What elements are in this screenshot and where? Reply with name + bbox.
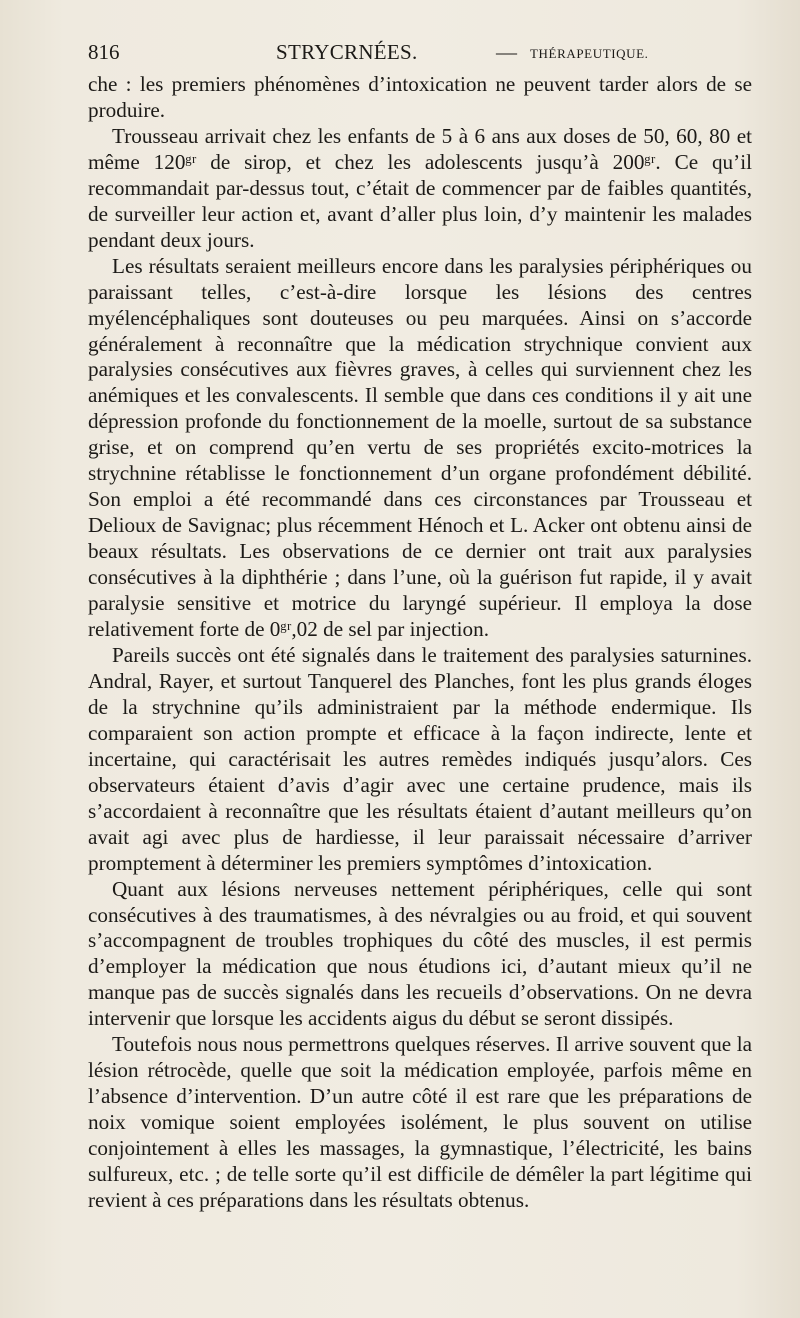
- paragraph-nerve-lesions: Quant aux lésions nerveuses nettement périphériques, celle qui sont consécutives à des traumatismes, à des névralgies ou au froid, et qui souvent s’accompagnent de troubles trophiques du côté des muscles, il est permis d’employer la médication que nous étudions ici, d’autant mieux qu’il ne manque pas de succès signalés dans les recueils d’observations. On ne devra intervenir que lorsque les accidents aigus du début se seront dissipés.: [88, 876, 752, 1031]
- paragraph-continuation: che : les premiers phénomènes d’intoxication ne peuvent tarder alors de se produire.: [88, 72, 752, 122]
- paragraph-reservations: Toutefois nous nous permettrons quelques réserves. Il arrive souvent que la lésion rétrocède, quelle que soit la médication employée, parfois même en l’absence d’intervention. D’un autre côté il est rare que les préparations de noix vomique soient employées isolément, le plus souvent on utilise conjointement à elles les massages, la gymnastique, l’électricité, les bains sulfureux, etc. ; de telle sorte qu’il est difficile de démêler la part légitime qui revient à ces préparations dans les résultats obtenus.: [88, 1032, 752, 1212]
- body-text: [88, 72, 752, 1214]
- paragraph-trousseau-doses: Trousseau arrivait chez les enfants de 5 à 6 ans aux doses de 50, 60, 80 et même 120ᵍʳ de sirop, et chez les adolescents jusqu’à 200ᵍʳ. Ce qu’il recommandait par-dessus tout, c’était de commencer par de faibles quantités, de surveiller leur action et, avant d’aller plus loin, d’y maintenir les malades pendant deux jours.: [88, 123, 752, 252]
- section-subtitle: THÉRAPEUTIQUE.: [530, 46, 649, 61]
- chapter-title: STRYCRNÉES.: [276, 40, 418, 64]
- title-separator: —: [496, 40, 517, 64]
- page-number: 816: [88, 40, 120, 64]
- paragraph-peripheral-paralysis: Les résultats seraient meilleurs encore dans les paralysies périphériques ou paraissant telles, c’est-à-dire lorsque les lésions des centres myélencéphaliques sont douteuses ou peu marquées. Ainsi on s’accorde généralement à reconnaître que la médication strychnique convient aux paralysies consécutives aux fièvres graves, à celles qui surviennent chez les anémiques et les convalescents. Il semble que dans ces conditions il y ait une dépression profonde du fonctionnement de la moelle, surtout de sa substance grise, et on comprend qu’en vertu de ses propriétés excito-motrices la strychnine rétablisse le fonctionnement d’un organe profondément débilité. Son emploi a été recommandé dans ces circonstances par Trousseau et Delioux de Savignac; plus récemment Hénoch et L. Acker ont obtenu ainsi de beaux résultats. Les observations de ce dernier ont trait aux paralysies consécutives à la diphthérie ; dans l’une, où la guérison fut rapide, il y avait paralysie sensitive et motrice du laryngé supérieur. Il employa la dose relativement forte de 0ᵍʳ,02 de sel par injection.: [88, 253, 752, 642]
- paragraph-saturnine-paralysis: Pareils succès ont été signalés dans le traitement des paralysies saturnines. Andral, Rayer, et surtout Tanquerel des Planches, font les plus grands éloges de la strychnine qu’ils administraient par la méthode endermique. Ils comparaient son action prompte et efficace à la façon indirecte, lente et incertaine, qui caractérisait les autres remèdes indiqués jusqu’alors. Ces observateurs étaient d’avis d’agir avec une certaine prudence, mais ils s’accordaient à reconnaître que les résultats étaient d’autant meilleurs qu’on avait agi avec plus de hardiesse, il leur paraissait nécessaire d’arriver promptement à déterminer les premiers symptômes d’intoxication.: [88, 642, 752, 875]
- running-head: [88, 40, 750, 70]
